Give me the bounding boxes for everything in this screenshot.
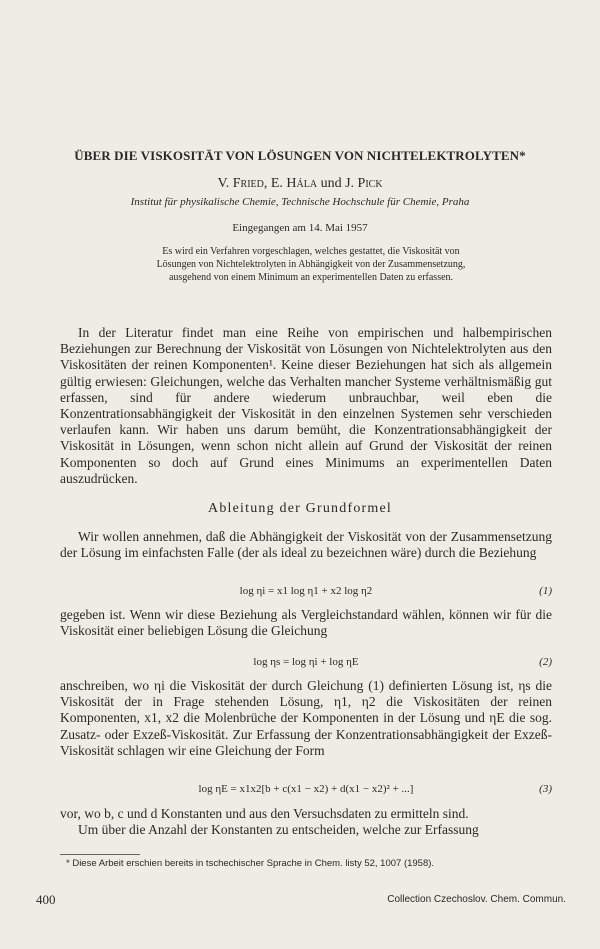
body-paragraph-4 [60,678,552,759]
equation-number: (3) [539,783,552,795]
author-pick: J. Pick [345,176,383,191]
author-line: V. Fried, E. Hála und J. Pick [217,176,383,191]
abstract-line: ausgehend von einem Minimum an experimentellen Daten zu erfassen. [168,271,454,283]
abstract-line: Es wird ein Verfahren vorgeschlagen, welches gestattet, die Viskosität von [162,246,460,257]
intro-paragraph [60,325,552,487]
paragraph-text: Wir wollen annehmen, daß die Abhängigkeit der Viskosität von der Zusammensetzung der Lösung im einfachsten Falle (der als ideal zu bezeichnen wäre) durch die Beziehung [60,529,552,561]
body-paragraph-3 [60,607,552,639]
journal-name: Collection Czechoslov. Chem. Commun. [387,894,566,905]
footnote: * Diese Arbeit erschien bereits in tschechischer Sprache in Chem. listy 52, 1007 (1958). [66,858,435,869]
paragraph-text: vor, wo b, c und d Konstanten und aus den Versuchsdaten zu ermitteln sind. [60,806,469,821]
paragraph-text: anschreiben, wo ηi die Viskosität der durch Gleichung (1) definierten Lösung ist, ηs die Viskosität der in Frage stehenden Lösung, η1, η2 die Viskositäten der reinen Komponenten, x1, x2 die Molenbrüche der Komponenten in der Lösung und ηE die sog. Zusatz- oder Exzeß-Viskosität. Zur Erfassung der Konzentrationsabhängigkeit der Exzeß-Viskosität schlagen wir eine Gleichung der Form [60,678,552,758]
page-number: 400 [36,892,56,907]
equation-number: (1) [539,585,552,597]
abstract-line: Lösungen von Nichtelektrolyten in Abhängigkeit von der Zusammensetzung, [156,258,466,270]
footnote-divider [60,854,140,855]
article-title: ÜBER DIE VISKOSITÄT VON LÖSUNGEN VON NICHTELEKTROLYTEN* [74,148,526,163]
author-hala: E. Hála [270,176,318,191]
received-date: Eingegangen am 14. Mai 1957 [232,222,368,234]
equation-expression: log ηs = log ηi + log ηE [253,656,359,668]
institute-affiliation: Institut für physikalische Chemie, Technische Hochschule für Chemie, Praha [130,196,470,208]
section-heading: Ableitung der Grundformel [208,501,392,516]
paragraph-text: Um über die Anzahl der Konstanten zu entscheiden, welche zur Erfassung [78,822,479,837]
body-paragraph-2 [60,529,552,561]
equation-expression: log ηi = x1 log η1 + x2 log η2 [239,585,373,597]
body-paragraph-5 [60,806,552,822]
equation-expression: log ηE = x1x2[b + c(x1 − x2) + d(x1 − x2)² + ...] [198,783,414,795]
body-paragraph-6 [60,822,552,838]
author-conjunction: und [320,176,342,191]
intro-text: In der Literatur findet man eine Reihe von empirischen und halbempirischen Beziehungen zur Berechnung der Viskosität von Lösungen von Nichtelektrolyten aus den Viskositäten der reinen Komponenten¹. Keine dieser Beziehungen hat sich als allgemein gültig erwiesen: Gleichungen, welche das Verhalten mancher Systeme verhältnismäßig gut erfassen, sind für andere wiederum unbrauchbar, weil eben die Konzentrationsabhängigkeit der Viskosität in den einzelnen Systemen sehr verschieden verlaufen kann. Wir haben uns darum bemüht, die Konzentrationsabhängigkeit der Viskosität in Lösungen, wenn schon nicht allein auf Grund der Viskosität der reinen Komponenten so doch auf Grund eines Minimums an experimentellen Daten auszudrücken. [60,325,552,486]
paragraph-text: gegeben ist. Wenn wir diese Beziehung als Vergleichstandard wählen, können wir für die Viskosität einer beliebigen Lösung die Gleichung [60,607,552,639]
abstract [96,246,526,284]
equation-number: (2) [539,656,552,668]
author-fried: V. Fried [217,176,264,191]
